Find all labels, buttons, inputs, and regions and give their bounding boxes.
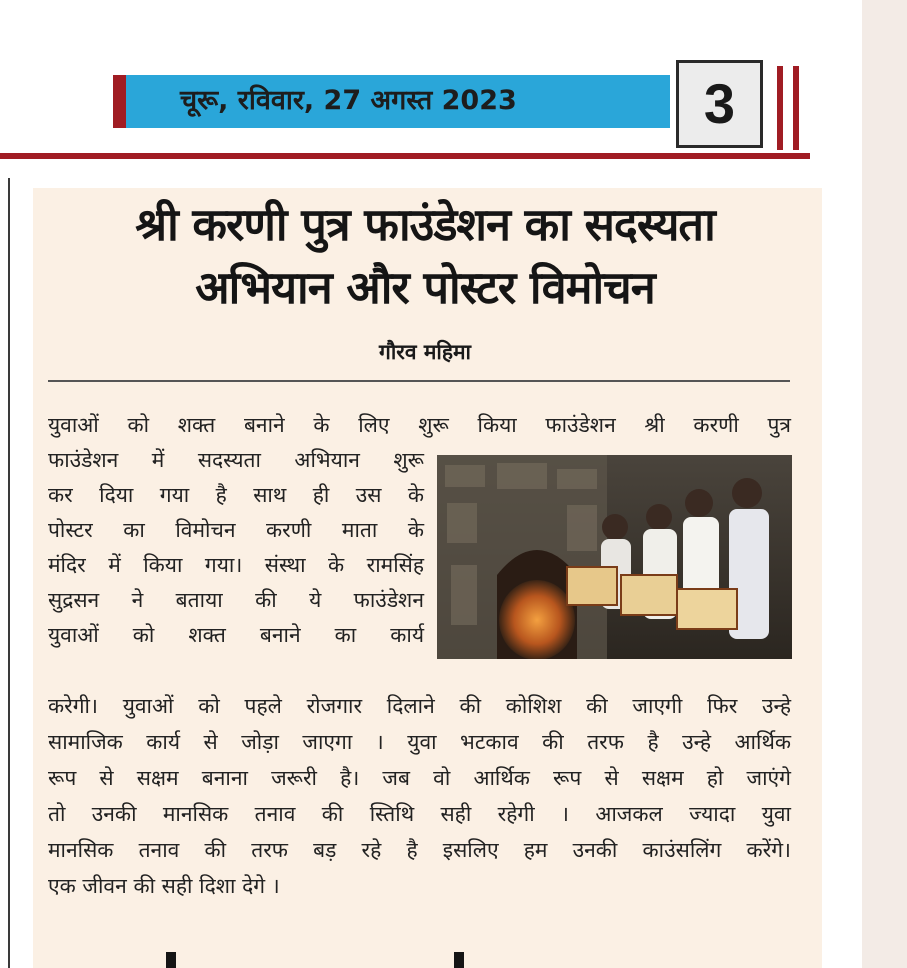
body-line: रूप से सक्षम बनाना जरूरी है। जब वो आर्थिक रूप से सक्षम हो जाएंगे: [48, 766, 791, 790]
masthead-rule: [0, 153, 810, 159]
body-line: सुद्रसन ने बताया की ये फाउंडेशन: [48, 588, 424, 612]
next-headline-fragment: [160, 952, 480, 968]
body-line: युवाओं को शक्त बनाने का कार्य: [48, 623, 424, 647]
body-line: कर दिया गया है साथ ही उस के: [48, 483, 424, 507]
body-line: करेगी। युवाओं को पहले रोजगार दिलाने की कोशिश की जाएगी फिर उन्हे: [48, 694, 791, 718]
body-line: एक जीवन की सही दिशा देगे ।: [48, 874, 280, 898]
headline-line: श्री करणी पुत्र फाउंडेशन का सदस्यता: [135, 198, 715, 251]
headline-line: अभियान और पोस्टर विमोचन: [195, 261, 655, 314]
body-line: सामाजिक कार्य से जोड़ा जाएगा । युवा भटकाव की तरफ है उन्हे आर्थिक: [48, 730, 791, 754]
body-line: पोस्टर का विमोचन करणी माता के: [48, 518, 424, 542]
byline-divider: [48, 380, 790, 382]
page-number: 3: [676, 60, 763, 148]
date-line: चूरू, रविवार, 27 अगस्त 2023: [180, 85, 517, 116]
byline: गौरव महिमा: [379, 340, 471, 364]
body-line: फाउंडेशन में सदस्यता अभियान शुरू: [48, 448, 424, 472]
masthead-accent-bar: [793, 66, 799, 150]
article-headline: [40, 193, 810, 319]
body-line: युवाओं को शक्त बनाने के लिए शुरू किया फाउंडेशन श्री करणी पुत्र: [48, 413, 791, 437]
body-line: तो उनकी मानसिक तनाव की स्तिथि सही रहेगी । आजकल ज्यादा युवा: [48, 802, 791, 826]
masthead-accent-bar: [777, 66, 783, 150]
body-line: मंदिर में किया गया। संस्था के रामसिंह: [48, 553, 424, 577]
article-photo: [437, 455, 792, 659]
body-line: मानसिक तनाव की तरफ बड़ रहे है इसलिए हम उनकी काउंसलिंग करेंगे।: [48, 838, 791, 862]
body-narrow-column: [48, 443, 424, 653]
page-margin-strip: [862, 0, 907, 968]
body-wide-column: [48, 688, 791, 904]
column-divider: [8, 178, 10, 968]
